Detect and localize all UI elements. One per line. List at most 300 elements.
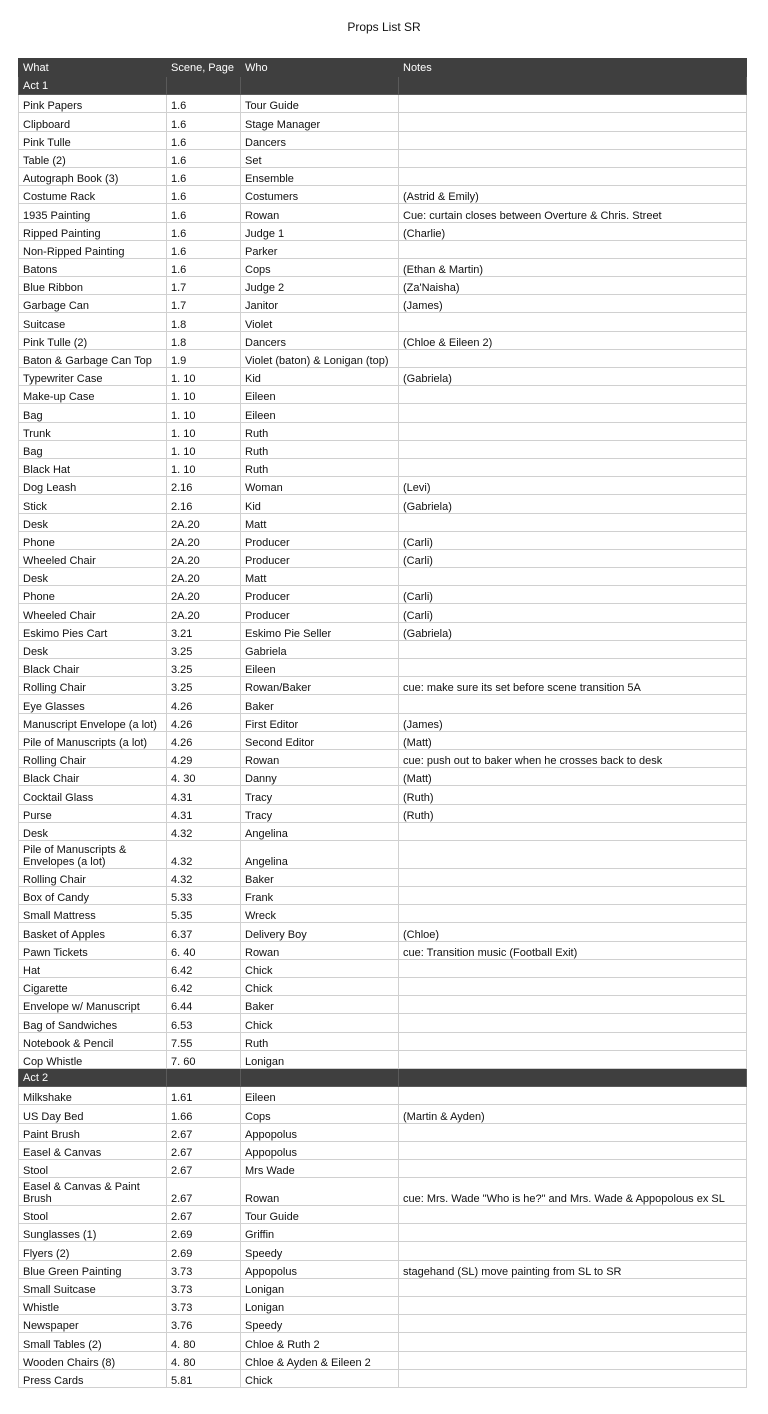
- cell-notes: [399, 1351, 747, 1369]
- table-row: [19, 349, 747, 367]
- cell-notes: [399, 1014, 747, 1032]
- cell-what: Wooden Chairs (8): [19, 1351, 167, 1369]
- cell-notes: [399, 1123, 747, 1141]
- cell-scene-page: 4.32: [167, 840, 241, 868]
- cell-who: Producer: [241, 586, 399, 604]
- table-row: [19, 622, 747, 640]
- cell-who: Parker: [241, 240, 399, 258]
- cell-notes: (Chloe): [399, 923, 747, 941]
- cell-who: Producer: [241, 604, 399, 622]
- table-row: [19, 1224, 747, 1242]
- table-row: [19, 1050, 747, 1068]
- page-title: Props List SR: [347, 20, 421, 34]
- cell-scene-page: 6.42: [167, 978, 241, 996]
- cell-scene-page: 2.67: [167, 1206, 241, 1224]
- cell-what: 1935 Painting: [19, 204, 167, 222]
- cell-notes: [399, 313, 747, 331]
- cell-notes: [399, 440, 747, 458]
- header-scene-page: Scene, Page: [167, 59, 241, 77]
- table-row: [19, 386, 747, 404]
- cell-what: Batons: [19, 258, 167, 276]
- table-header: [19, 59, 747, 77]
- cell-what: Pile of Manuscripts & Envelopes (a lot): [19, 840, 167, 868]
- cell-who: Ruth: [241, 422, 399, 440]
- act-header-cell: [167, 1068, 241, 1086]
- cell-scene-page: 4. 80: [167, 1333, 241, 1351]
- cell-what: US Day Bed: [19, 1105, 167, 1123]
- cell-scene-page: 1.6: [167, 258, 241, 276]
- cell-scene-page: 1.6: [167, 131, 241, 149]
- table-row: [19, 131, 747, 149]
- cell-what: Whistle: [19, 1297, 167, 1315]
- cell-notes: [399, 1315, 747, 1333]
- table-row: [19, 659, 747, 677]
- table-row: [19, 1032, 747, 1050]
- cell-what: Stick: [19, 495, 167, 513]
- table-row: [19, 331, 747, 349]
- table-row: [19, 749, 747, 767]
- cell-scene-page: 1.7: [167, 277, 241, 295]
- cell-notes: [399, 95, 747, 113]
- cell-what: Flyers (2): [19, 1242, 167, 1260]
- cell-who: Set: [241, 149, 399, 167]
- cell-notes: [399, 422, 747, 440]
- cell-what: Wheeled Chair: [19, 604, 167, 622]
- cell-who: Woman: [241, 477, 399, 495]
- cell-notes: (Matt): [399, 768, 747, 786]
- cell-notes: [399, 1032, 747, 1050]
- cell-who: Stage Manager: [241, 113, 399, 131]
- cell-what: Desk: [19, 568, 167, 586]
- cell-who: Eileen: [241, 386, 399, 404]
- cell-notes: [399, 458, 747, 476]
- cell-what: Desk: [19, 640, 167, 658]
- cell-notes: cue: Transition music (Football Exit): [399, 941, 747, 959]
- cell-notes: [399, 868, 747, 886]
- cell-notes: [399, 1278, 747, 1296]
- cell-notes: [399, 386, 747, 404]
- cell-what: Desk: [19, 822, 167, 840]
- cell-who: Dancers: [241, 131, 399, 149]
- cell-scene-page: 6.53: [167, 1014, 241, 1032]
- cell-what: Garbage Can: [19, 295, 167, 313]
- table-row: [19, 1278, 747, 1296]
- table-row: [19, 95, 747, 113]
- cell-notes: (Ethan & Martin): [399, 258, 747, 276]
- cell-who: Wreck: [241, 905, 399, 923]
- cell-scene-page: 1.6: [167, 113, 241, 131]
- cell-scene-page: 3.21: [167, 622, 241, 640]
- cell-who: Eskimo Pie Seller: [241, 622, 399, 640]
- cell-what: Small Mattress: [19, 905, 167, 923]
- cell-who: Mrs Wade: [241, 1159, 399, 1177]
- cell-what: Manuscript Envelope (a lot): [19, 713, 167, 731]
- table-row: [19, 277, 747, 295]
- cell-what: Small Suitcase: [19, 1278, 167, 1296]
- cell-who: Ruth: [241, 440, 399, 458]
- cell-who: Griffin: [241, 1224, 399, 1242]
- cell-who: Cops: [241, 1105, 399, 1123]
- cell-who: Chloe & Ayden & Eileen 2: [241, 1351, 399, 1369]
- cell-what: Baton & Garbage Can Top: [19, 349, 167, 367]
- cell-who: Appopolus: [241, 1260, 399, 1278]
- cell-what: Phone: [19, 586, 167, 604]
- cell-scene-page: 5.33: [167, 887, 241, 905]
- table-row: [19, 258, 747, 276]
- table-row: [19, 149, 747, 167]
- cell-scene-page: 4.32: [167, 822, 241, 840]
- cell-notes: [399, 959, 747, 977]
- act-header-row: [19, 77, 747, 95]
- cell-who: Appopolus: [241, 1123, 399, 1141]
- table-row: [19, 1297, 747, 1315]
- cell-what: Cop Whistle: [19, 1050, 167, 1068]
- cell-scene-page: 1. 10: [167, 458, 241, 476]
- cell-what: Small Tables (2): [19, 1333, 167, 1351]
- cell-scene-page: 1.6: [167, 204, 241, 222]
- cell-who: Eileen: [241, 404, 399, 422]
- cell-scene-page: 1.6: [167, 186, 241, 204]
- cell-who: Rowan: [241, 204, 399, 222]
- cell-scene-page: 2A.20: [167, 586, 241, 604]
- cell-who: Eileen: [241, 659, 399, 677]
- cell-scene-page: 2A.20: [167, 604, 241, 622]
- cell-what: Wheeled Chair: [19, 549, 167, 567]
- cell-scene-page: 1.6: [167, 222, 241, 240]
- header-who: Who: [241, 59, 399, 77]
- cell-what: Eskimo Pies Cart: [19, 622, 167, 640]
- cell-what: Table (2): [19, 149, 167, 167]
- cell-what: Notebook & Pencil: [19, 1032, 167, 1050]
- cell-what: Bag of Sandwiches: [19, 1014, 167, 1032]
- table-row: [19, 586, 747, 604]
- cell-notes: [399, 131, 747, 149]
- cell-who: Speedy: [241, 1242, 399, 1260]
- cell-who: Chick: [241, 978, 399, 996]
- cell-who: Angelina: [241, 822, 399, 840]
- table-row: [19, 695, 747, 713]
- cell-what: Hat: [19, 959, 167, 977]
- cell-notes: [399, 905, 747, 923]
- cell-who: Angelina: [241, 840, 399, 868]
- cell-notes: [399, 404, 747, 422]
- cell-scene-page: 4.32: [167, 868, 241, 886]
- cell-who: Tracy: [241, 804, 399, 822]
- table-row: [19, 477, 747, 495]
- cell-scene-page: 2.69: [167, 1242, 241, 1260]
- table-row: [19, 1014, 747, 1032]
- table-row: [19, 313, 747, 331]
- table-row: [19, 923, 747, 941]
- table-row: [19, 222, 747, 240]
- cell-scene-page: 1.6: [167, 149, 241, 167]
- table-row: [19, 1206, 747, 1224]
- cell-notes: (Chloe & Eileen 2): [399, 331, 747, 349]
- cell-who: Chick: [241, 959, 399, 977]
- cell-what: Autograph Book (3): [19, 167, 167, 185]
- cell-scene-page: 1.66: [167, 1105, 241, 1123]
- cell-who: Producer: [241, 549, 399, 567]
- cell-who: Producer: [241, 531, 399, 549]
- cell-who: Lonigan: [241, 1278, 399, 1296]
- cell-notes: [399, 1297, 747, 1315]
- table-row: [19, 513, 747, 531]
- cell-who: Rowan: [241, 1178, 399, 1206]
- act-header-cell: [241, 1068, 399, 1086]
- cell-notes: (Ruth): [399, 786, 747, 804]
- cell-notes: [399, 568, 747, 586]
- cell-scene-page: 4.29: [167, 749, 241, 767]
- cell-what: Pawn Tickets: [19, 941, 167, 959]
- cell-notes: [399, 822, 747, 840]
- cell-who: Lonigan: [241, 1297, 399, 1315]
- table-row: [19, 868, 747, 886]
- cell-who: Baker: [241, 868, 399, 886]
- cell-scene-page: 4.26: [167, 713, 241, 731]
- cell-what: Pile of Manuscripts (a lot): [19, 731, 167, 749]
- cell-notes: (Carli): [399, 586, 747, 604]
- cell-scene-page: 1.6: [167, 167, 241, 185]
- cell-what: Paint Brush: [19, 1123, 167, 1141]
- cell-notes: (Carli): [399, 604, 747, 622]
- cell-scene-page: 2A.20: [167, 531, 241, 549]
- cell-who: Rowan: [241, 941, 399, 959]
- cell-notes: [399, 1206, 747, 1224]
- cell-notes: [399, 149, 747, 167]
- table-row: [19, 941, 747, 959]
- cell-scene-page: 3.25: [167, 677, 241, 695]
- cell-notes: (Ruth): [399, 804, 747, 822]
- cell-notes: [399, 1333, 747, 1351]
- cell-scene-page: 4.31: [167, 786, 241, 804]
- act-header-cell: [241, 77, 399, 95]
- cell-who: Ensemble: [241, 167, 399, 185]
- cell-what: Typewriter Case: [19, 368, 167, 386]
- cell-scene-page: 1.8: [167, 313, 241, 331]
- table-row: [19, 887, 747, 905]
- cell-notes: [399, 1159, 747, 1177]
- table-row: [19, 549, 747, 567]
- table-row: [19, 495, 747, 513]
- table-row: [19, 604, 747, 622]
- cell-notes: [399, 1050, 747, 1068]
- cell-scene-page: 2.67: [167, 1178, 241, 1206]
- cell-who: Eileen: [241, 1087, 399, 1105]
- cell-who: Frank: [241, 887, 399, 905]
- cell-what: Eye Glasses: [19, 695, 167, 713]
- cell-notes: [399, 840, 747, 868]
- table-row: [19, 1123, 747, 1141]
- cell-notes: [399, 349, 747, 367]
- cell-what: Easel & Canvas: [19, 1141, 167, 1159]
- cell-what: Bag: [19, 404, 167, 422]
- cell-scene-page: 4.26: [167, 731, 241, 749]
- cell-what: Pink Tulle (2): [19, 331, 167, 349]
- cell-scene-page: 2.16: [167, 477, 241, 495]
- cell-who: Baker: [241, 996, 399, 1014]
- table-body: [19, 77, 747, 1388]
- table-row: [19, 1260, 747, 1278]
- table-row: [19, 1351, 747, 1369]
- cell-who: Second Editor: [241, 731, 399, 749]
- cell-notes: [399, 167, 747, 185]
- cell-scene-page: 4.31: [167, 804, 241, 822]
- cell-scene-page: 2.69: [167, 1224, 241, 1242]
- cell-scene-page: 7. 60: [167, 1050, 241, 1068]
- act-header-cell: [167, 77, 241, 95]
- cell-notes: cue: push out to baker when he crosses back to desk: [399, 749, 747, 767]
- table-row: [19, 677, 747, 695]
- table-row: [19, 1178, 747, 1206]
- cell-notes: [399, 695, 747, 713]
- cell-who: Lonigan: [241, 1050, 399, 1068]
- table-row: [19, 804, 747, 822]
- cell-scene-page: 1. 10: [167, 422, 241, 440]
- cell-scene-page: 1.7: [167, 295, 241, 313]
- cell-notes: [399, 1141, 747, 1159]
- header-notes: Notes: [399, 59, 747, 77]
- cell-scene-page: 6. 40: [167, 941, 241, 959]
- cell-scene-page: 3.25: [167, 659, 241, 677]
- cell-scene-page: 2A.20: [167, 549, 241, 567]
- cell-who: Danny: [241, 768, 399, 786]
- cell-scene-page: 7.55: [167, 1032, 241, 1050]
- cell-who: Rowan/Baker: [241, 677, 399, 695]
- cell-notes: (Levi): [399, 477, 747, 495]
- cell-scene-page: 1.6: [167, 240, 241, 258]
- cell-scene-page: 5.35: [167, 905, 241, 923]
- table-row: [19, 240, 747, 258]
- cell-scene-page: 2.67: [167, 1123, 241, 1141]
- cell-scene-page: 1.8: [167, 331, 241, 349]
- cell-who: Kid: [241, 495, 399, 513]
- cell-notes: (Gabriela): [399, 622, 747, 640]
- cell-what: Sunglasses (1): [19, 1224, 167, 1242]
- cell-what: Box of Candy: [19, 887, 167, 905]
- table-row: [19, 167, 747, 185]
- table-row: [19, 1141, 747, 1159]
- cell-what: Blue Green Painting: [19, 1260, 167, 1278]
- cell-what: Rolling Chair: [19, 868, 167, 886]
- cell-notes: Cue: curtain closes between Overture & Chris. Street: [399, 204, 747, 222]
- cell-who: Chloe & Ruth 2: [241, 1333, 399, 1351]
- table-row: [19, 422, 747, 440]
- cell-scene-page: 6.42: [167, 959, 241, 977]
- cell-notes: (Martin & Ayden): [399, 1105, 747, 1123]
- cell-scene-page: 3.73: [167, 1278, 241, 1296]
- cell-what: Envelope w/ Manuscript: [19, 996, 167, 1014]
- table-row: [19, 731, 747, 749]
- cell-what: Milkshake: [19, 1087, 167, 1105]
- cell-notes: (Gabriela): [399, 368, 747, 386]
- cell-what: Phone: [19, 531, 167, 549]
- cell-notes: [399, 640, 747, 658]
- table-row: [19, 978, 747, 996]
- cell-notes: (Carli): [399, 531, 747, 549]
- table-row: [19, 1105, 747, 1123]
- table-row: [19, 822, 747, 840]
- table-row: [19, 113, 747, 131]
- cell-scene-page: 2A.20: [167, 513, 241, 531]
- cell-scene-page: 4.26: [167, 695, 241, 713]
- cell-who: Judge 2: [241, 277, 399, 295]
- cell-what: Stool: [19, 1206, 167, 1224]
- cell-who: Costumers: [241, 186, 399, 204]
- cell-scene-page: 6.37: [167, 923, 241, 941]
- cell-scene-page: 2A.20: [167, 568, 241, 586]
- cell-what: Cocktail Glass: [19, 786, 167, 804]
- table-row: [19, 568, 747, 586]
- cell-notes: (Za'Naisha): [399, 277, 747, 295]
- cell-scene-page: 2.67: [167, 1141, 241, 1159]
- table-row: [19, 1242, 747, 1260]
- table-row: [19, 640, 747, 658]
- cell-what: Rolling Chair: [19, 677, 167, 695]
- cell-notes: [399, 887, 747, 905]
- act-header-cell: [399, 1068, 747, 1086]
- cell-notes: [399, 113, 747, 131]
- table-row: [19, 1087, 747, 1105]
- cell-notes: cue: make sure its set before scene transition 5A: [399, 677, 747, 695]
- cell-who: Ruth: [241, 458, 399, 476]
- cell-notes: (Matt): [399, 731, 747, 749]
- cell-who: Baker: [241, 695, 399, 713]
- cell-notes: cue: Mrs. Wade "Who is he?" and Mrs. Wade & Appopolous ex SL: [399, 1178, 747, 1206]
- cell-scene-page: 4. 30: [167, 768, 241, 786]
- cell-notes: [399, 978, 747, 996]
- cell-who: Cops: [241, 258, 399, 276]
- table-row: [19, 531, 747, 549]
- table-row: [19, 440, 747, 458]
- cell-notes: [399, 1242, 747, 1260]
- cell-what: Black Chair: [19, 659, 167, 677]
- cell-what: Rolling Chair: [19, 749, 167, 767]
- header-what: What: [19, 59, 167, 77]
- cell-scene-page: 2.67: [167, 1159, 241, 1177]
- cell-what: Cigarette: [19, 978, 167, 996]
- cell-what: Pink Papers: [19, 95, 167, 113]
- cell-what: Costume Rack: [19, 186, 167, 204]
- act-label: Act 2: [19, 1068, 167, 1086]
- cell-notes: [399, 240, 747, 258]
- cell-who: Speedy: [241, 1315, 399, 1333]
- act-label: Act 1: [19, 77, 167, 95]
- cell-notes: (Astrid & Emily): [399, 186, 747, 204]
- cell-notes: [399, 1369, 747, 1387]
- cell-notes: (James): [399, 295, 747, 313]
- cell-notes: (Carli): [399, 549, 747, 567]
- table-row: [19, 786, 747, 804]
- cell-who: Chick: [241, 1369, 399, 1387]
- cell-what: Bag: [19, 440, 167, 458]
- table-row: [19, 295, 747, 313]
- cell-notes: [399, 659, 747, 677]
- cell-what: Dog Leash: [19, 477, 167, 495]
- table-row: [19, 1369, 747, 1387]
- cell-what: Desk: [19, 513, 167, 531]
- cell-scene-page: 1.61: [167, 1087, 241, 1105]
- cell-what: Newspaper: [19, 1315, 167, 1333]
- cell-who: Gabriela: [241, 640, 399, 658]
- table-row: [19, 458, 747, 476]
- cell-what: Suitcase: [19, 313, 167, 331]
- cell-notes: [399, 1224, 747, 1242]
- cell-notes: (James): [399, 713, 747, 731]
- cell-what: Black Chair: [19, 768, 167, 786]
- cell-notes: [399, 1087, 747, 1105]
- table-row: [19, 1315, 747, 1333]
- cell-notes: stagehand (SL) move painting from SL to SR: [399, 1260, 747, 1278]
